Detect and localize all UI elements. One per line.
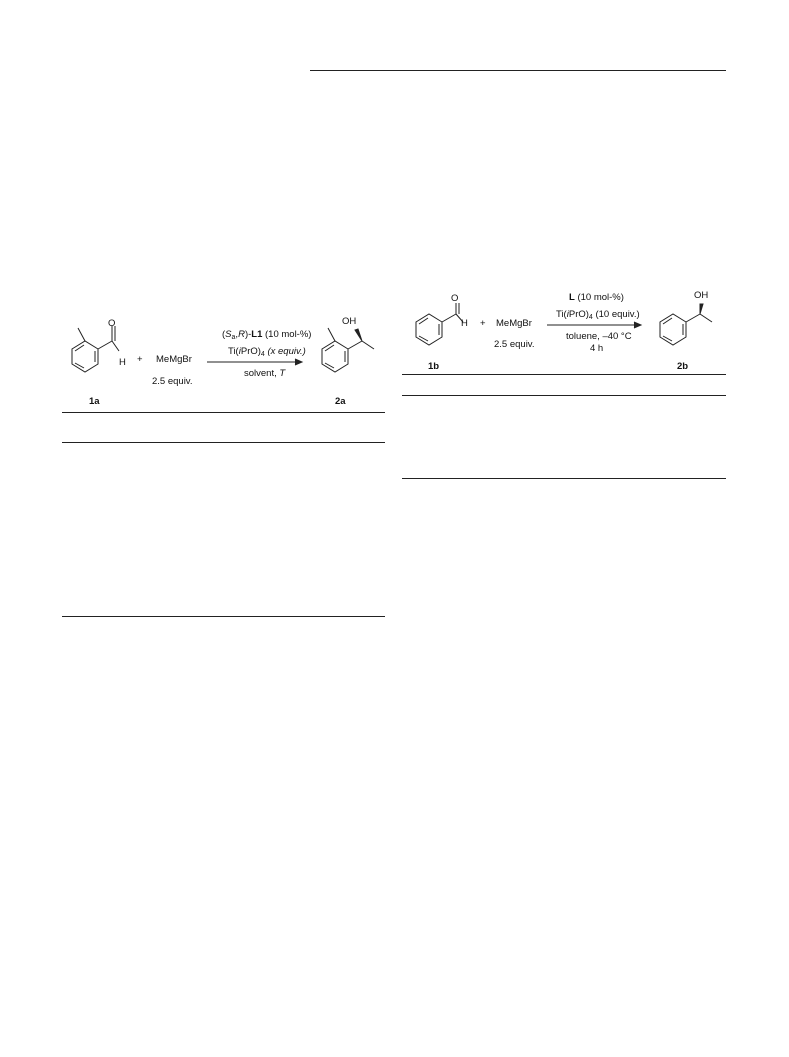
carbonyl-o-label: O: [108, 318, 116, 329]
substrate-h-label-b: H: [461, 318, 468, 329]
condition-ligand: $(S_a,R)-L1$ (10 mol-%): [222, 329, 312, 341]
header-rule: [310, 70, 726, 71]
condition-solvent-b: toluene, –40 °C: [566, 331, 632, 342]
plus-sign-b: +: [480, 318, 486, 329]
table-b-rule-header: [402, 395, 726, 396]
structure-2b: [648, 298, 728, 358]
condition-ti-b: $Ti(iPrO)_4$ (10 equiv.): [556, 309, 640, 321]
reaction-arrow-a: [205, 357, 310, 367]
compound-label-2b: 2b: [677, 361, 689, 372]
condition-solvent: solvent, T: [244, 368, 286, 379]
table-a-rule-bottom: [62, 616, 385, 617]
table-b-rule-top: [402, 374, 726, 375]
reagent-equiv: 2.5 equiv.: [152, 376, 193, 387]
reaction-arrow-b: [545, 320, 649, 330]
compound-label-1b: 1b: [428, 361, 440, 372]
reagent-equiv-b: 2.5 equiv.: [494, 339, 535, 350]
plus-sign: +: [137, 354, 143, 365]
product-oh-label: OH: [342, 316, 357, 327]
reagent: MeMgBr: [156, 354, 192, 365]
structure-1a: [60, 308, 140, 388]
condition-time-b: 4 h: [590, 343, 604, 354]
condition-ti: $Ti(iPrO)_4$ (x equiv.): [228, 346, 306, 358]
table-b-rule-bottom: [402, 478, 726, 479]
substrate-h-label: H: [119, 357, 126, 368]
table-a-rule-top: [62, 412, 385, 413]
structure-1b: [404, 298, 484, 358]
carbonyl-o-label-b: O: [451, 293, 459, 304]
reagent-b: MeMgBr: [496, 318, 532, 329]
condition-ligand-b: L (10 mol-%): [569, 292, 624, 303]
compound-label-2a: 2a: [335, 396, 346, 407]
table-a-rule-header: [62, 442, 385, 443]
product-oh-label-b: OH: [694, 290, 709, 301]
compound-label-1a: 1a: [89, 396, 100, 407]
